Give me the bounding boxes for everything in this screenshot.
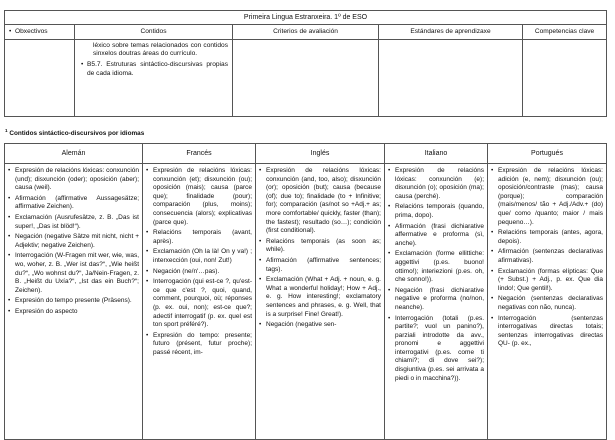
list-item [388,203,484,220]
column-cell-italiano [385,164,488,440]
top-table [4,10,607,117]
column-cell-aleman [5,164,143,440]
list-bullet: • [8,167,11,174]
list-bullet: • [8,252,11,260]
list-item-text: Exclamación (formas elípticas: Que (+ Subst.) + Adj., p. ex. Que dia lindo!; Que gentil!). [498,267,603,292]
list-item [491,248,603,265]
criterios-cell [233,40,379,117]
aleman-list [5,164,142,439]
obxectivos-cell [5,40,75,117]
footnote-marker: 1 [5,128,8,133]
list-item-text: Afirmación (affirmative Aussagesätze; affirmative Zeichen). [15,194,139,211]
list-item-text: Interrogación (W-Fragen mit wer, wie, was, wo, woher, z. B. „Wer ist das?“, „Wie heißt du?“, „Wo wohnst du?“, Ja/Nein-Fragen, z. B. „Heißt du Uxía?“, „Ist das ein Buch?“; Zeichen). [15,252,139,294]
list-item [491,229,603,246]
portugues-list [488,164,606,439]
item-bullet: • [81,61,84,69]
list-item [146,167,252,227]
list-bullet: • [388,314,391,322]
list-item [146,248,252,265]
column-header-ingles: Inglés [256,144,385,164]
list-item-text: Exclamación (Ausrufesätze, z. B. „Das ist super!, „Das ist blöd!“). [15,213,139,230]
column-header-italiano: Italiano [385,144,488,164]
list-item-text: Expresión de relacións lóxicas: conxunción (und); disxunción (oder); oposición (aber); causa (weil). [15,167,139,192]
list-item-text: Relacións temporais (as soon as; while). [266,237,381,254]
list-item-text: Expresión de relacións lóxicas: conxunción (et); disxunción (ou); oposición (mais); causa (parce que); finalidade (pour); comparación (plus, moins); consecuencia (alors); explicativas (parce que). [153,167,252,226]
list-bullet: • [491,314,494,322]
list-item [491,268,603,294]
list-item [146,268,252,277]
list-bullet: • [388,203,391,211]
list-item-text: Afirmación (sentenzas declarativas afirmativas). [498,248,603,264]
list-bullet: • [388,222,391,230]
list-item [8,308,139,317]
list-item [491,167,603,227]
list-bullet: • [388,286,391,294]
list-item [8,252,139,295]
list-item-text: Negación (ne/n'…pas). [153,267,220,275]
list-item [388,223,484,249]
list-item [8,214,139,231]
list-item [259,167,381,236]
column-cell-ingles [256,164,385,440]
header-obxectivos [5,25,75,40]
list-bullet: • [491,167,494,174]
list-item [259,321,381,330]
list-bullet: • [491,248,494,256]
list-bullet: • [491,267,494,275]
list-bullet: • [259,276,262,284]
list-item [388,287,484,313]
list-item [146,278,252,330]
top-table-title: Primeira Lingua Estranxeira. 1º de ESO [5,11,607,25]
header-contidos: Contidos [75,25,233,40]
list-item-text: Expresión do tempo: presente; futuro (présent, futur proche); passé récent, im- [153,331,252,356]
list-item-text: Negación (frasi dichiarative negative e proforma (no/non, neanche). [395,286,484,311]
list-item [388,167,484,201]
list-bullet: • [146,331,149,339]
list-item-text: Relacións temporais (antes, agora, depois). [498,229,603,245]
list-item-text: Exclamación (Oh la là! On y va!) ; interxección (oui, non! Zut!) [153,248,252,264]
list-item-text: Afirmación (affirmative sentences; tags). [266,256,381,273]
list-item-text: Interrogación (qui est-ce ?, qu'est-ce que c'est ?, quoi, quand, comment, pourquoi, où; réponses (p. ex. oui, non); est-ce que?; adectif interrogatif (p. ex. quel est ton sport préféré?). [153,278,252,329]
list-item [388,250,484,284]
list-bullet: • [146,167,149,174]
list-item-text: Exclamación (forme ellittiche: aggettivi (p.es. buono! ottimo!); interiezioni (p.es. oh, che sonno!)). [395,250,484,284]
list-item-text: Exclamación (What + Adj. + noun, e. g. What a wonderful holiday!; How + Adj., e. g. How interesting!; exclamatory sentences and phrases, e. g. Well, that is a surprise! Fine! Great!). [266,276,381,318]
footnote-heading [5,128,144,137]
list-item [8,195,139,212]
list-item [146,332,252,358]
italiano-list [385,164,487,439]
column-header-aleman: Alemán [5,144,143,164]
list-item-text: Negación (sentenzas declarativas negativas con não, nunca). [498,295,603,311]
list-item [491,295,603,312]
list-bullet: • [8,233,11,241]
header-estandares: Estándares de aprendizaxe [379,25,523,40]
list-bullet: • [8,213,11,221]
list-bullet: • [146,278,149,286]
footnote-heading-text: Contidos sintáctico-discursivos por idiomas [9,130,145,138]
list-bullet: • [8,194,11,202]
header-competencias: Competencias clave [523,25,607,40]
list-bullet: • [259,321,262,329]
list-bullet: • [8,307,11,315]
estandares-cell [379,40,523,117]
list-item-text: Expresión do tempo presente (Präsens). [15,297,132,305]
list-bullet: • [491,229,494,237]
list-item-text: Interrogación (totali (p.es. partite?; vuol un panino?), parziali introdotte da avv., pronomi e aggettivi interrogativi (p.es. come ti chiami?; di dove sei?); disgiuntiva (p.es. sei arrivata a piedi o in macchina?)). [395,314,484,382]
list-item [8,297,139,306]
list-item [259,257,381,274]
list-item [146,229,252,246]
list-item [8,233,139,250]
list-item-text: Afirmación (frasi dichiarative affermative e proforma (sì, anche). [395,222,484,247]
list-item-text: Relacións temporais (avant, après). [153,229,252,245]
languages-table [4,143,607,440]
frances-list [143,164,255,439]
list-bullet: • [388,250,391,258]
contidos-cell [75,40,233,117]
list-item-text: Negación (negative sen- [266,321,337,329]
list-item-text: Expresión do aspecto [15,307,78,315]
column-cell-frances [143,164,256,440]
list-bullet: • [146,229,149,237]
contidos-item [81,61,228,77]
header-label: Obxectivos [14,28,48,35]
list-item [491,315,603,349]
list-bullet: • [259,237,262,245]
list-item-text: Negación (negative Sätze mit nicht, nicht + Adjektiv; negative Zeichen). [15,233,139,249]
list-bullet: • [259,167,262,174]
list-item [8,167,139,193]
list-item-text: Relacións temporais (quando, prima, dopo). [395,203,484,219]
column-header-frances: Francés [143,144,256,164]
list-item [388,315,484,384]
list-item-text: Expresión de relacións lóxicas: conxunción (e); disxunción (o); oposición (ma); causa (perché). [395,167,484,200]
header-criterios: Criterios de avaliación [233,25,379,40]
column-cell-portugues [488,164,607,440]
contidos-item-text: B5.7. Estruturas sintáctico-discursivas propias de cada idioma. [87,61,228,77]
list-bullet: • [491,295,494,303]
competencias-cell [523,40,607,117]
ingles-list [256,164,384,439]
column-header-portugues: Portugués [488,144,607,164]
contidos-continuation: léxico sobre temas relacionados con contidos sinxelos doutras áreas do currículo. [93,42,228,58]
list-item-text: Expresión de relacións lóxicas: conxunción (and, too, also); disxunción (or); oposición (but); causa (because (of); due to); finalidade (to + Infinitive; for); comparación (as/not so +Adj.+ as; more comfortable/ quickly, faster (than); the fastest); resultado (so…); condición (first conditional). [266,167,381,235]
list-item [259,276,381,319]
list-bullet: • [259,256,262,264]
list-bullet: • [146,267,149,275]
list-bullet: • [8,297,11,305]
list-item-text: Interrogación (sentenzas interrogativas directas totais; sentenzas interrogativas directas QU- (p. ex., [498,314,603,348]
header-bullet: • [9,28,12,35]
list-bullet: • [146,248,149,256]
list-item [259,238,381,255]
list-bullet: • [388,167,391,174]
list-item-text: Expresión de relacións lóxicas: adición (e, nem); disxunción (ou); oposición/contraste (mas); causa (porque); comparación (mais/menos/ tão + Adj./Adv.+ (do) que/ como /quanto; maior / mais pequeno…). [498,167,603,226]
